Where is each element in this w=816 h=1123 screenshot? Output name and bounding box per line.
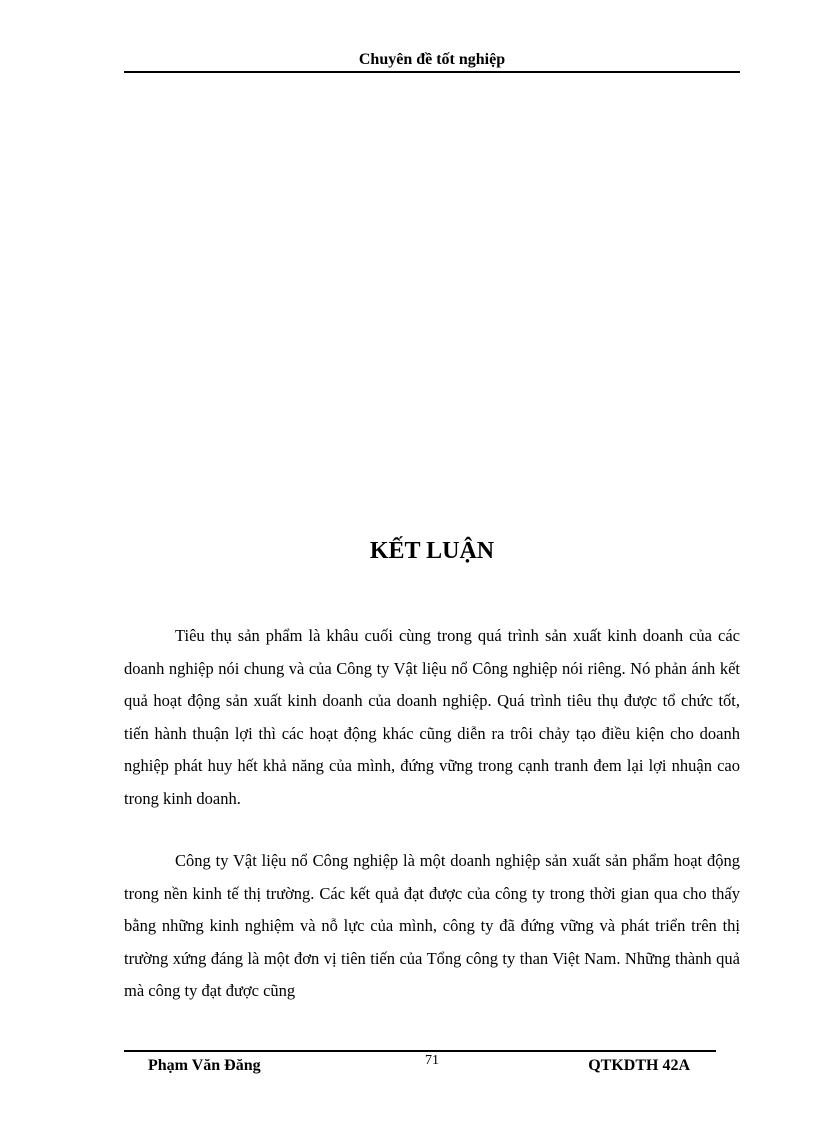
page-header-title: Chuyên đề tốt nghiệp	[358, 51, 506, 68]
page-number: 71	[425, 1053, 439, 1068]
footer-class-code: QTKDTH 42A	[588, 1057, 690, 1074]
header-divider	[124, 71, 740, 73]
section-heading: KẾT LUẬN	[369, 538, 495, 564]
body-paragraph-1: Tiêu thụ sản phẩm là khâu cuối cùng trong quá trình sản xuất kinh doanh của các doanh nghiệp nói chung và của Công ty Vật liệu nổ Công nghiệp nói riêng. Nó phản ánh kết quả hoạt động sản xuất kinh doanh của doanh nghiệp. Quá trình tiêu thụ được tổ chức tốt, tiến hành thuận lợi thì các hoạt động khác cũng diễn ra trôi chảy tạo điều kiện cho doanh nghiệp phát huy hết khả năng của mình, đứng vững trong cạnh tranh đem lại lợi nhuận cao trong kinh doanh.	[124, 626, 740, 808]
footer-author: Phạm Văn Đăng	[148, 1057, 261, 1074]
body-paragraph-2: Công ty Vật liệu nổ Công nghiệp là một doanh nghiệp sản xuất sản phẩm hoạt động trong nền kinh tế thị trường. Các kết quả đạt được của công ty trong thời gian qua cho thấy bằng những kinh nghiệm và nỗ lực của mình, công ty đã đứng vững và phát triển trên thị trường xứng đáng là một đơn vị tiên tiến của Tổng công ty than Việt Nam. Những thành quả mà công ty đạt được cũng	[124, 851, 740, 1000]
